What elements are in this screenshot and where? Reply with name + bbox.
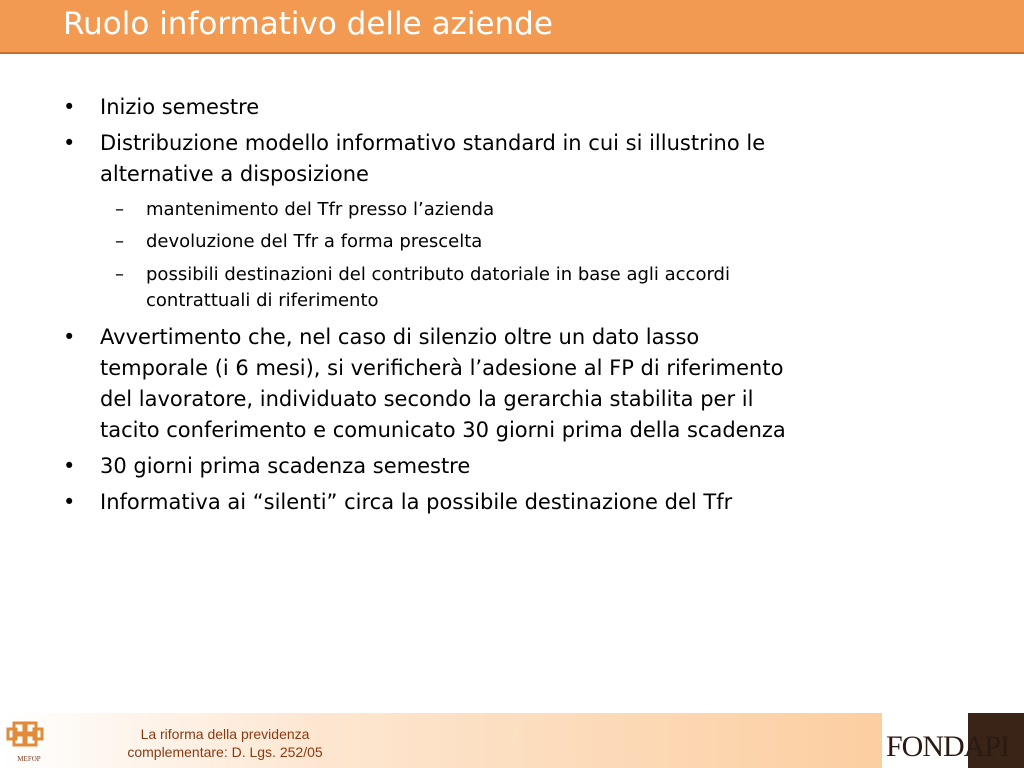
footer-caption-line: La riforma della previdenza <box>140 726 310 742</box>
bullet-text: Inizio semestre <box>100 95 260 119</box>
slide-footer <box>0 713 1024 768</box>
sub-bullet-marker: – <box>115 199 124 220</box>
title-bar <box>0 0 1024 54</box>
bullet-text: Informativa ai “silenti” circa la possibile destinazione del Tfr <box>100 490 733 514</box>
bullet-text: 30 giorni prima scadenza semestre <box>100 454 471 478</box>
bullet-text: Distribuzione modello informativo standard in cui si illustrino le <box>100 131 766 155</box>
sub-bullet-text: possibili destinazioni del contributo datoriale in base agli accordi <box>146 264 730 285</box>
bullet-marker: • <box>63 454 76 478</box>
footer-caption-line: complementare: D. Lgs. 252/05 <box>127 744 323 760</box>
fondapi-logo-text: FONDAPI <box>886 730 1010 763</box>
bullet-marker: • <box>63 131 76 155</box>
sub-bullet-text: devoluzione del Tfr a forma prescelta <box>146 231 483 252</box>
footer-caption <box>90 725 360 761</box>
bullet-text: temporale (i 6 mesi), si verificherà l’adesione al FP di riferimento <box>100 356 784 380</box>
bullet-marker: • <box>63 490 76 514</box>
bullet-marker: • <box>63 95 76 119</box>
sub-bullet-text: contrattuali di riferimento <box>146 290 379 311</box>
fondapi-logo <box>882 713 1024 768</box>
sub-bullet-text: mantenimento del Tfr presso l’azienda <box>146 199 495 220</box>
slide-title: Ruolo informativo delle aziende <box>63 6 553 42</box>
mefop-knot-icon <box>6 719 52 753</box>
mefop-logo <box>6 719 52 765</box>
page-number: 7 <box>510 729 519 746</box>
bullet-text: del lavoratore, individuato secondo la gerarchia stabilita per il <box>100 387 754 411</box>
bullet-text: alternative a disposizione <box>100 162 369 186</box>
bullet-text: Avvertimento che, nel caso di silenzio oltre un dato lasso <box>100 325 700 349</box>
bullet-marker: • <box>63 325 76 349</box>
bullet-text: tacito conferimento e comunicato 30 giorni prima della scadenza <box>100 418 786 442</box>
sub-bullet-marker: – <box>115 264 124 285</box>
mefop-logo-label: MEFOP <box>17 755 41 763</box>
sub-bullet-marker: – <box>115 231 124 252</box>
